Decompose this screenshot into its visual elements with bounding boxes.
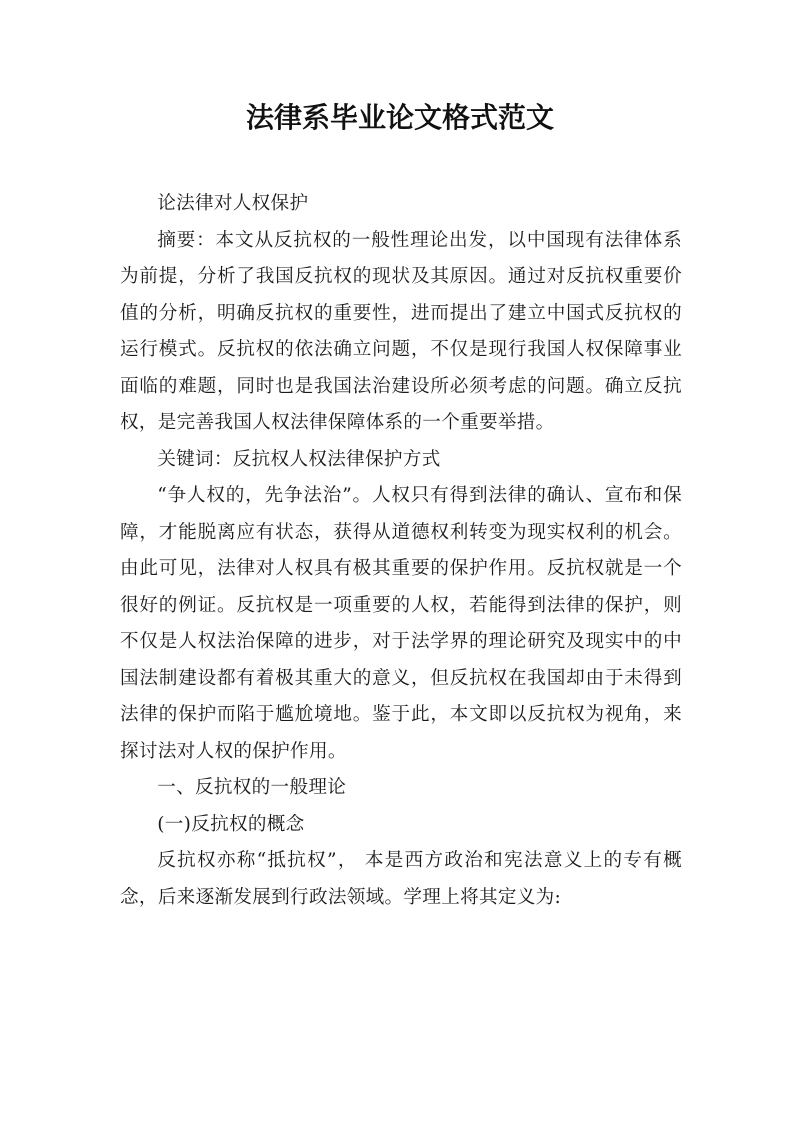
document-body bbox=[120, 186, 682, 916]
paragraph-subtitle: 论法律对人权保护 bbox=[157, 193, 309, 214]
section-heading: 一、反抗权的一般理论 bbox=[157, 777, 347, 798]
document-title: 法律系毕业论文格式范文 bbox=[245, 101, 554, 134]
paragraph-keywords: 关键词：反抗权人权法律保护方式 bbox=[157, 448, 441, 470]
paragraph-introduction: “争人权的，先争法治”。人权只有得到法律的确认、宣布和保障，才能脱离应有状态，获得从道德权利转变为现实权利的机会。由此可见，法律对人权具有极其重要的保护作用。反抗权就是一个很好的例证。反抗权是一项重要的人权，若能得到法律的保护，则不仅是人权法治保障的进步，对于法学界的理论研究及现实中的中国法制建设都有着极其重大的意义，但反抗权在我国却由于未得到法律的保护而陷于尴尬境地。鉴于此，本文即以反抗权为视角，来探讨法对人权的保护作用。 bbox=[120, 485, 682, 762]
paragraph-abstract: 摘要：本文从反抗权的一般性理论出发，以中国现有法律体系为前提，分析了我国反抗权的现状及其原因。通过对反抗权重要价值的分析，明确反抗权的重要性，进而提出了建立中国式反抗权的运行模式。反抗权的依法确立问题，不仅是现行我国人权保障事业面临的难题，同时也是我国法治建设所必须考虑的问题。确立反抗权，是完善我国人权法律保障体系的一个重要举措。 bbox=[120, 229, 682, 433]
subsection-heading: (一)反抗权的概念 bbox=[157, 813, 305, 835]
paragraph-definition: 反抗权亦称“抵抗权”， 本是西方政治和宪法意义上的专有概念，后来逐渐发展到行政法领域。学理上将其定义为: bbox=[120, 850, 682, 908]
